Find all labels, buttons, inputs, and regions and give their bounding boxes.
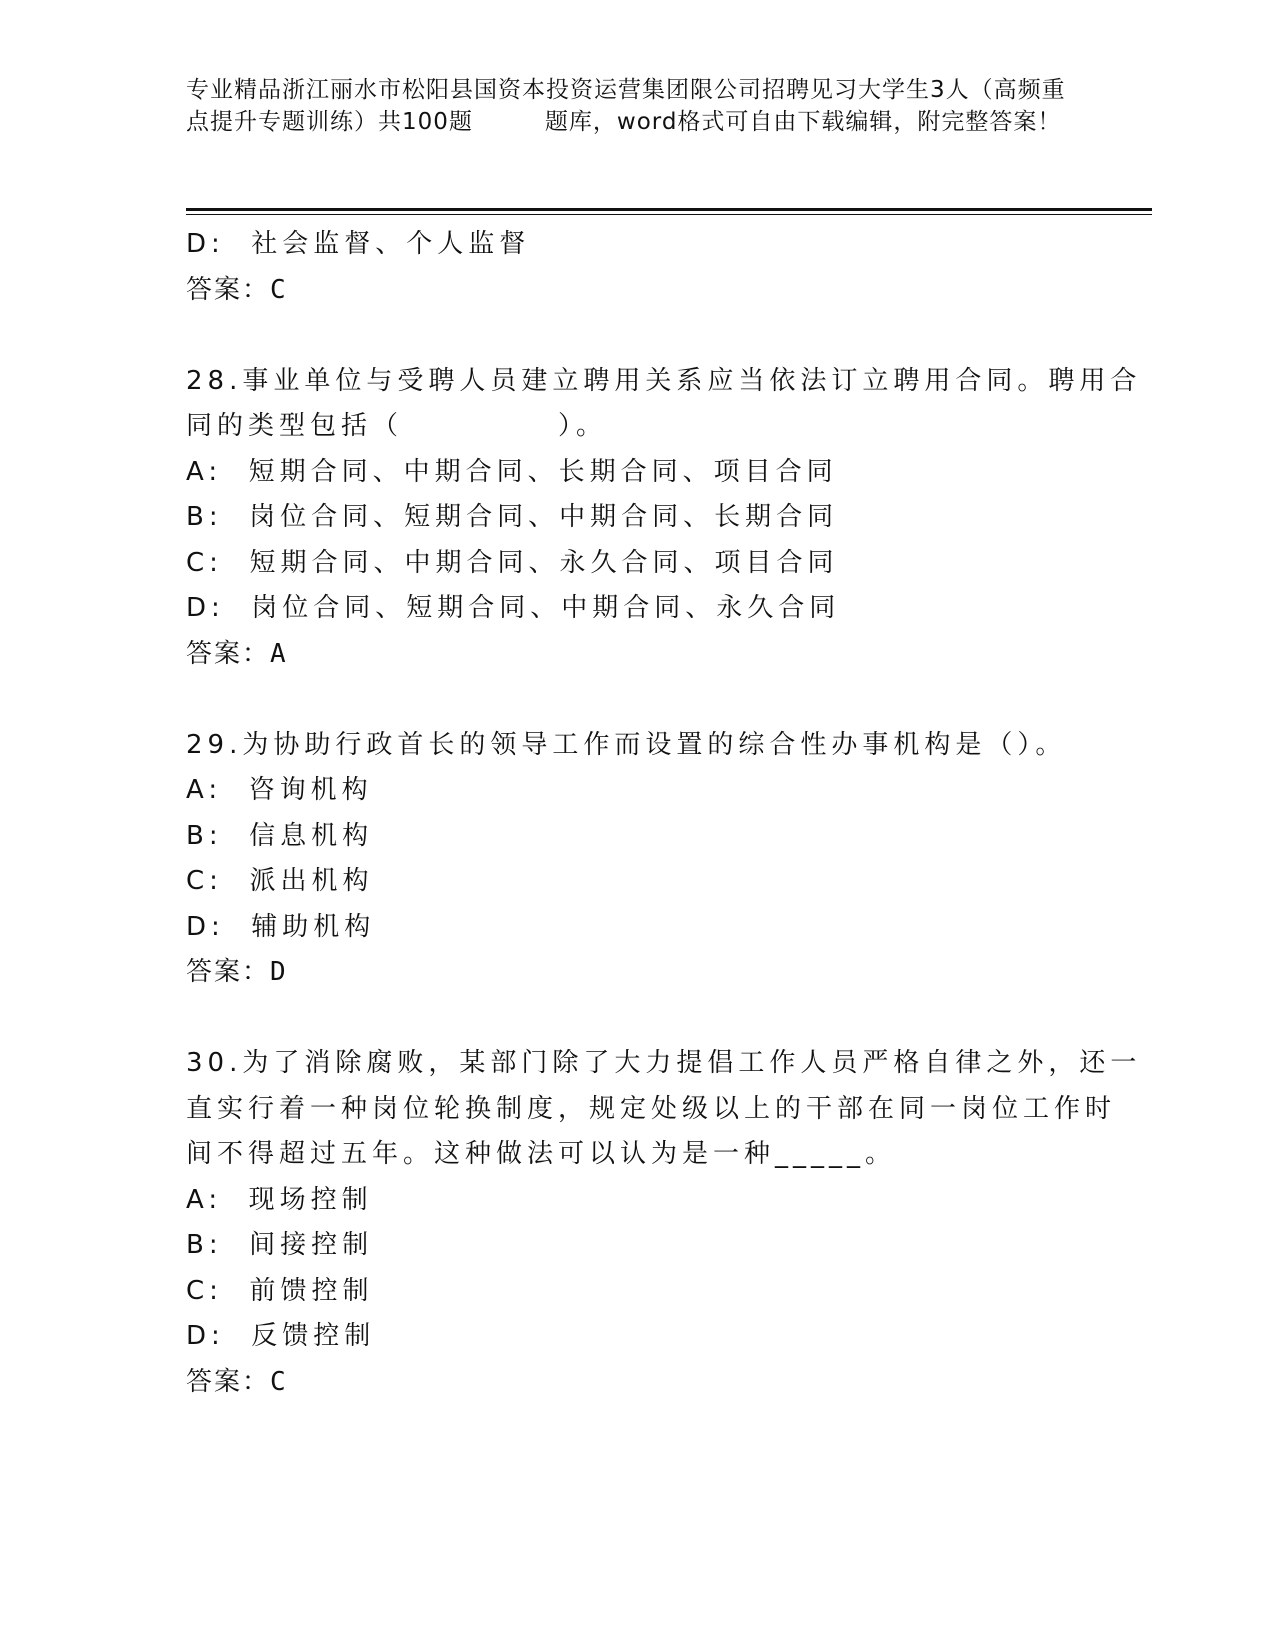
option-b: B: 信息机构 bbox=[186, 820, 374, 851]
question-content bbox=[186, 222, 1142, 1405]
option-c: C: 派出机构 bbox=[186, 866, 374, 896]
document-header bbox=[186, 74, 1086, 138]
question-stem-line: 30.为了消除腐败，某部门除了大力提倡工作人员严格自律之外，还一 bbox=[186, 1048, 1142, 1078]
option-a: A: 咨询机构 bbox=[186, 775, 373, 805]
answer-label: 答案： bbox=[186, 274, 271, 305]
header-title: 专业精品浙江丽水市松阳县国资本投资运营集团限公司招聘见习大学生3人（高频重点提升专题训练）共100题 题库，word格式可自由下载编辑，附完整答案！ bbox=[186, 77, 1066, 135]
answer-value: C bbox=[270, 1366, 288, 1397]
option-a: A: 现场控制 bbox=[186, 1184, 373, 1215]
answer-line bbox=[186, 1360, 1086, 1406]
question-stem-line: 直实行着一种岗位轮换制度，规定处级以上的干部在同一岗位工作时 bbox=[186, 1093, 1117, 1124]
option-c: C: 前馈控制 bbox=[186, 1275, 374, 1306]
answer-line bbox=[186, 268, 1086, 314]
question-fragment bbox=[186, 222, 1086, 313]
option-c: C: 短期合同、中期合同、永久合同、项目合同 bbox=[186, 547, 839, 578]
spacer bbox=[186, 313, 1086, 359]
answer-line bbox=[186, 950, 1086, 996]
option-d: D: 岗位合同、短期合同、中期合同、永久合同 bbox=[186, 593, 841, 623]
answer-value: A bbox=[270, 638, 288, 669]
question-30 bbox=[186, 1041, 1142, 1405]
option-d: D: 反馈控制 bbox=[186, 1321, 376, 1351]
question-stem-line: 同的类型包括（ ）。 bbox=[186, 411, 608, 441]
answer-label: 答案： bbox=[186, 638, 271, 669]
spacer bbox=[186, 677, 1086, 723]
answer-label: 答案： bbox=[186, 957, 271, 987]
question-29 bbox=[186, 723, 1086, 996]
question-stem-line: 间不得超过五年。这种做法可以认为是一种_____。 bbox=[186, 1139, 897, 1169]
option-d: D: 辅助机构 bbox=[186, 911, 376, 942]
question-stem-line: 28.事业单位与受聘人员建立聘用关系应当依法订立聘用合同。聘用合 bbox=[186, 365, 1142, 396]
answer-line bbox=[186, 632, 1086, 678]
question-28 bbox=[186, 359, 1142, 678]
option-a: A: 短期合同、中期合同、长期合同、项目合同 bbox=[186, 456, 838, 487]
option-b: B: 岗位合同、短期合同、中期合同、长期合同 bbox=[186, 502, 839, 532]
question-stem-line: 29.为协助行政首长的领导工作而设置的综合性办事机构是（）。 bbox=[186, 729, 1067, 760]
option-b: B: 间接控制 bbox=[186, 1230, 374, 1260]
answer-label: 答案： bbox=[186, 1366, 271, 1397]
header-divider-thick bbox=[186, 208, 1152, 211]
option-d: D: 社会监督、个人监督 bbox=[186, 229, 531, 259]
header-divider-thin bbox=[186, 214, 1152, 215]
answer-value: C bbox=[270, 274, 288, 305]
answer-value: D bbox=[270, 957, 288, 987]
spacer bbox=[186, 996, 1086, 1042]
